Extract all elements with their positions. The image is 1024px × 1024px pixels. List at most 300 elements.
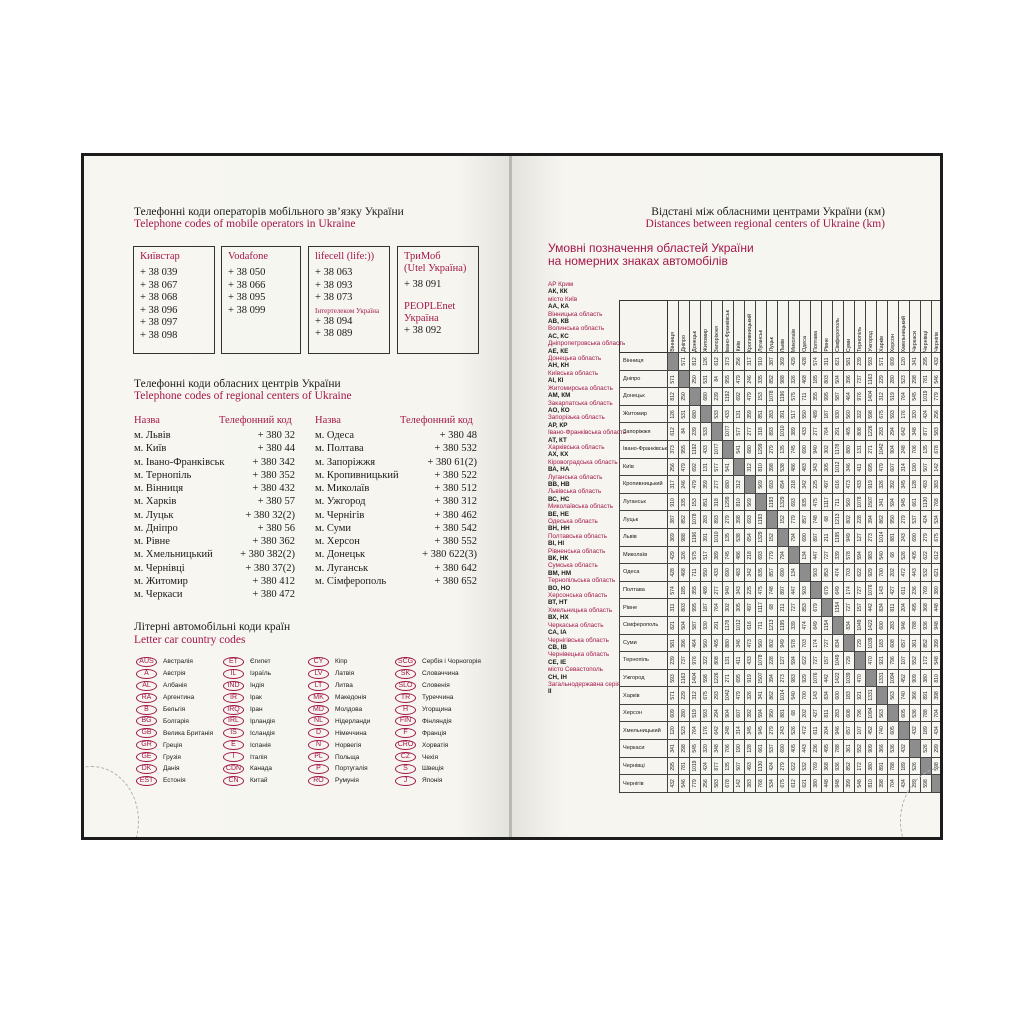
country-codes-column-3: [308, 656, 370, 787]
distance-value: 433: [702, 445, 709, 454]
distance-cell: [689, 669, 700, 687]
distance-value: 1192: [691, 443, 698, 455]
distance-cell: [920, 616, 931, 634]
distance-cell: [733, 528, 744, 546]
distance-value: 153: [757, 392, 764, 401]
distance-value: 693: [757, 550, 764, 559]
country-code-row: [223, 727, 275, 739]
distance-cell: [898, 458, 909, 476]
distance-cell: [843, 388, 854, 406]
distance-value: 862: [878, 515, 885, 524]
country-name: Латвія: [335, 670, 355, 678]
country-code-badge: CN: [223, 776, 244, 786]
column-city: Кропивницький: [746, 313, 753, 352]
distance-value: 368: [922, 603, 929, 612]
plate-code: АХ, КХ: [548, 451, 569, 459]
distance-value: 649: [812, 621, 819, 630]
distance-value: 483: [801, 462, 808, 472]
distance-cell: [755, 581, 766, 599]
distance-cell: [810, 740, 821, 758]
distance-cell: [700, 652, 711, 670]
country-code-row: [395, 763, 481, 775]
distance-value: 229: [680, 691, 687, 700]
distance-cell: [865, 423, 876, 441]
distance-value: 1049: [834, 654, 841, 666]
distance-cell: [799, 388, 810, 406]
distance-cell: [777, 722, 788, 740]
distance-cell: [898, 546, 909, 564]
distance-cell: [909, 493, 920, 511]
phone-code: + 380 362: [252, 536, 295, 547]
regional-row: [315, 456, 477, 469]
distance-cell: [788, 353, 799, 371]
distance-cell: [766, 581, 777, 599]
column-city: Луцьк: [768, 337, 775, 352]
city-name: м. Івано-Франківськ: [134, 456, 225, 468]
distance-value: 176: [702, 726, 709, 735]
col-name-header: Назва: [315, 415, 341, 426]
distance-value: 497: [746, 603, 753, 612]
distance-value: 948: [933, 621, 940, 630]
distance-value: 526: [790, 726, 797, 735]
distance-cell: [854, 757, 865, 775]
distance-cell: [766, 740, 777, 758]
distance-value: 880: [724, 638, 731, 647]
distance-value: 135: [922, 445, 929, 454]
table-row: [620, 757, 941, 775]
distance-value: 295: [669, 761, 676, 771]
country-name: Словаччина: [422, 670, 459, 678]
distance-value: 835: [801, 497, 808, 507]
distance-cell: [755, 599, 766, 617]
distance-value: 727: [856, 585, 863, 595]
distance-value: 493: [922, 480, 929, 489]
country-code-row: [308, 727, 370, 739]
distance-cell: [733, 687, 744, 705]
distance-cell: [733, 370, 744, 388]
distance-cell: [821, 581, 832, 599]
distance-cell: [689, 599, 700, 617]
column-header: [931, 301, 940, 353]
regional-row: [134, 495, 295, 508]
distance-cell: [810, 511, 821, 529]
country-code-row: [395, 680, 481, 692]
distance-cell: [667, 757, 678, 775]
distance-value: 703: [801, 638, 808, 647]
distance-value: 225: [812, 480, 819, 489]
distance-cell: [810, 440, 821, 458]
distance-value: 1076: [867, 584, 874, 596]
distance-cell: [766, 493, 777, 511]
city-name: м. Тернопіль: [134, 469, 192, 481]
distance-value: 532: [801, 761, 808, 771]
distance-cell: [876, 353, 887, 371]
column-header: [887, 301, 898, 353]
distance-cell: [843, 616, 854, 634]
distance-value: 299: [933, 744, 940, 753]
distance-cell: [854, 493, 865, 511]
distance-value: 523: [900, 374, 907, 384]
region-name: Львівська область: [548, 488, 602, 496]
distance-cell: [689, 423, 700, 441]
country-code-badge: SK: [395, 669, 416, 679]
distance-value: 239: [669, 656, 676, 665]
distance-cell: [766, 405, 777, 423]
region-name: місто Севастополь: [548, 666, 603, 674]
distance-value: 1178: [834, 443, 841, 455]
distance-value: 204: [823, 726, 830, 735]
country-name: Болгарія: [163, 717, 189, 725]
col-name-header: Назва: [134, 415, 160, 426]
distance-value: 532: [922, 568, 929, 577]
city-name: м. Сімферополь: [315, 575, 387, 587]
column-city: Донецьк: [691, 331, 698, 352]
country-name: Туреччина: [422, 694, 454, 702]
distance-cell: [722, 388, 733, 406]
distance-value: 392: [746, 709, 753, 718]
country-name: Іран: [250, 706, 263, 713]
distance-cell: [887, 353, 898, 371]
distance-cell: [777, 440, 788, 458]
country-name: Португалія: [335, 765, 368, 773]
country-code-badge: H: [395, 705, 416, 715]
distance-cell: [832, 757, 843, 775]
distance-cell: [777, 669, 788, 687]
distance-value: 711: [691, 568, 698, 577]
distance-cell: [766, 423, 777, 441]
distance-cell: [777, 353, 788, 371]
distance-cell: [821, 740, 832, 758]
distance-cell: [810, 669, 821, 687]
distance-value: 690: [801, 533, 808, 542]
distance-value: 692: [735, 392, 742, 401]
country-code-badge: CRO: [395, 740, 416, 750]
distance-cell: [667, 722, 678, 740]
distance-cell: [799, 353, 810, 371]
region-name: Чернівецька область: [548, 651, 610, 659]
distance-cell: [755, 652, 766, 670]
distance-value: 678: [933, 445, 940, 454]
distance-cell: [788, 704, 799, 722]
distance-cell: [920, 669, 931, 687]
regional-row: [315, 469, 477, 482]
distance-cell: [678, 423, 689, 441]
plate-code: ВІ, НІ: [548, 540, 565, 548]
distance-value: 1042: [724, 690, 731, 702]
distance-value: 571: [669, 374, 676, 384]
distance-value: 661: [757, 744, 764, 753]
region-name: Луганська область: [548, 473, 603, 481]
distance-value: 398: [735, 515, 742, 524]
distance-value: 727: [790, 603, 797, 612]
distance-value: 988: [779, 374, 786, 384]
distance-value: 394: [867, 515, 874, 524]
operator-code: + 38 063: [315, 267, 353, 278]
distance-cell: [755, 704, 766, 722]
distance-value: 398: [933, 691, 940, 700]
distance-cell: [832, 493, 843, 511]
distance-cell: [667, 581, 678, 599]
distance-value: 680: [691, 409, 698, 419]
country-name: Кіпр: [335, 658, 348, 666]
distance-cell: [667, 616, 678, 634]
distance-value: 609: [889, 357, 896, 366]
distance-cell: [711, 704, 722, 722]
country-code-row: [308, 763, 370, 775]
regional-row: [315, 495, 477, 508]
distance-cell: [832, 669, 843, 687]
distance-value: 211: [823, 533, 830, 542]
distance-value: 1130: [922, 496, 929, 508]
distance-value: 468: [680, 568, 687, 577]
distance-value: 949: [779, 638, 786, 647]
distance-value: 399: [845, 779, 852, 788]
distance-value: 680: [702, 392, 709, 401]
distance-cell: [887, 388, 898, 406]
distance-value: 779: [691, 779, 698, 788]
country-code-row: [223, 668, 275, 680]
distance-value: 131: [856, 445, 863, 454]
distance-value: 134: [790, 568, 797, 577]
distance-value: 578: [845, 550, 852, 559]
distance-value: 921: [856, 691, 863, 700]
distance-value: 373: [724, 357, 731, 366]
distance-value: 250: [691, 374, 698, 384]
distance-cell: [700, 388, 711, 406]
distance-value: 936: [922, 621, 929, 630]
distance-value: 690: [779, 744, 786, 753]
distance-value: 949: [845, 533, 852, 542]
distance-cell: [766, 388, 777, 406]
distance-cell: [733, 353, 744, 371]
distance-value: 537: [768, 744, 775, 753]
distance-cell: [898, 652, 909, 670]
distance-value: 312: [878, 392, 885, 401]
city-name: м. Черкаси: [134, 589, 183, 600]
distance-cell: [887, 652, 898, 670]
distance-value: 305: [735, 603, 742, 612]
distance-cell: [722, 546, 733, 564]
distance-title-en: Distances between regional centers of Ukraine (km): [645, 218, 885, 230]
distance-cell: [667, 493, 678, 511]
regional-row: [134, 509, 295, 522]
distance-value: 291: [834, 427, 841, 436]
distance-cell: [711, 546, 722, 564]
distance-value: 546: [680, 779, 687, 788]
country-name: Австрія: [163, 670, 186, 678]
column-header: [678, 301, 689, 353]
plate-code: АН, КН: [548, 362, 569, 370]
regional-row: [134, 482, 295, 495]
distance-cell: [799, 405, 810, 423]
distance-value: 470: [867, 656, 874, 665]
operator-code: + 38 091: [404, 279, 442, 290]
distance-value: 909: [911, 673, 918, 683]
distance-cell: [909, 564, 920, 582]
distance-cell: [733, 669, 744, 687]
distance-cell: [744, 669, 755, 687]
distance-cell: [678, 722, 689, 740]
distance-cell: [843, 581, 854, 599]
distance-cell: [854, 370, 865, 388]
distance-cell: [733, 775, 744, 793]
distance-value: 189: [900, 761, 907, 771]
operator-code: + 38 089: [315, 328, 353, 340]
distance-cell: [678, 440, 689, 458]
distance-value: 1078: [691, 514, 698, 526]
distance-cell: [810, 757, 821, 775]
region-name: Полтавська область: [548, 532, 608, 540]
distance-value: 955: [680, 445, 687, 454]
distance-value: 781: [922, 374, 929, 384]
distance-cell: [667, 458, 678, 476]
country-name: Німеччина: [335, 729, 367, 737]
region-name: Закарпатська область: [548, 399, 613, 407]
distance-cell: [920, 599, 931, 617]
distance-value: 788: [911, 621, 918, 630]
distance-value: 143: [878, 585, 885, 595]
column-city: Луганськ: [757, 330, 764, 352]
region-name: Загальнодержавна серія: [548, 680, 621, 688]
distance-value: 711: [801, 392, 808, 401]
distance-value: 411: [856, 462, 863, 471]
distance-cell: [832, 652, 843, 670]
distance-cell: [678, 458, 689, 476]
distance-cell: [887, 423, 898, 441]
distance-value: 68: [823, 516, 830, 523]
distance-cell: [843, 740, 854, 758]
distance-cell: [777, 546, 788, 564]
phone-code: + 380 48: [439, 430, 477, 441]
distance-cell: [700, 757, 711, 775]
phone-code: + 380 56: [257, 522, 295, 534]
plate-code: ВХ, НХ: [548, 614, 569, 622]
country-code-row: [223, 692, 275, 704]
country-code-badge: GB: [136, 728, 157, 738]
distance-cell: [887, 722, 898, 740]
row-city: Луцьк: [620, 511, 668, 529]
distance-cell: [821, 687, 832, 705]
country-name: Ісландія: [250, 729, 275, 737]
distance-cell: [876, 476, 887, 494]
distance-value: 489: [702, 585, 709, 595]
country-code-row: [395, 668, 481, 680]
distance-cell: [766, 476, 777, 494]
distance-cell: [854, 599, 865, 617]
distance-cell: [777, 370, 788, 388]
distance-cell: [843, 775, 854, 793]
row-city: Вінниця: [620, 353, 668, 371]
distance-cell: [733, 616, 744, 634]
distance-value: 1077: [713, 443, 720, 455]
region-name: Сумська область: [548, 562, 598, 570]
operator-box-trymob: [397, 246, 479, 354]
distance-value: 326: [878, 480, 885, 489]
distance-value: 228: [856, 515, 863, 524]
distance-value: 427: [812, 709, 819, 718]
distance-cell: [667, 740, 678, 758]
country-title-en: Letter car country codes: [134, 634, 246, 646]
distance-value: 852: [680, 515, 687, 524]
distance-cell: [920, 704, 931, 722]
distance-cell: [755, 616, 766, 634]
distance-cell: [931, 687, 940, 705]
table-row: [620, 581, 941, 599]
distance-value: 675: [702, 691, 709, 700]
regional-row: [134, 522, 295, 535]
column-city: Житомир: [702, 328, 709, 352]
distance-cell: [865, 704, 876, 722]
distance-value: 1299: [724, 496, 731, 508]
distance-cell: [777, 616, 788, 634]
column-city: Дніпро: [680, 335, 687, 352]
distance-cell: [920, 740, 931, 758]
distance-value: 779: [933, 392, 940, 401]
column-city: Одеса: [801, 336, 808, 352]
distance-value: 881: [779, 709, 786, 718]
distance-value: 326: [746, 691, 753, 700]
distance-value: 392: [889, 480, 896, 489]
table-row: [620, 669, 941, 687]
distance-value: 239: [691, 427, 698, 436]
distance-value: 470: [856, 673, 863, 683]
distance-cell: [920, 476, 931, 494]
distance-value: 380: [867, 761, 874, 771]
distance-cell: [931, 458, 940, 476]
distance-cell: [766, 652, 777, 670]
distance-cell: [799, 757, 810, 775]
operator-name-sub: (Utel Україна): [404, 263, 467, 274]
operator-code: + 38 094: [315, 315, 353, 327]
country-code-row: [136, 775, 213, 787]
distance-value: 946: [834, 726, 841, 735]
distance-cell: [689, 775, 700, 793]
operator-code: + 38 096: [140, 304, 178, 316]
distance-value: 1331: [867, 690, 874, 702]
distance-value: 745: [790, 445, 797, 454]
distance-value: 183: [878, 638, 885, 647]
row-city: Чернігів: [620, 775, 668, 793]
country-code-badge: FIN: [395, 716, 416, 726]
distance-cell: [678, 669, 689, 687]
region-name: Волинська область: [548, 325, 605, 333]
distance-value: 128: [746, 744, 753, 753]
distance-cell: [733, 388, 744, 406]
plate-code: АМ, КМ: [548, 392, 571, 400]
distance-value: 955: [724, 374, 731, 384]
operator-box-vodafone: [221, 246, 301, 354]
distance-cell: [766, 353, 777, 371]
country-code-badge: S: [395, 764, 416, 774]
distance-cell: [722, 722, 733, 740]
distance-cell: [744, 546, 755, 564]
table-row: [620, 564, 941, 582]
distance-cell: [887, 599, 898, 617]
distance-cell: [700, 687, 711, 705]
distance-value: 355: [691, 585, 698, 595]
distance-value: 675: [878, 409, 885, 419]
distance-value: 834: [834, 638, 841, 647]
distance-value: 452: [900, 673, 907, 683]
distance-value: 891: [922, 691, 929, 700]
table-row: [620, 370, 941, 388]
country-code-row: [136, 704, 213, 716]
distance-value: 345: [746, 726, 753, 735]
distance-value: 779: [768, 550, 775, 559]
distance-value: 563: [878, 709, 885, 718]
distance-value: 434: [933, 726, 940, 735]
distance-value: 280: [680, 709, 687, 718]
